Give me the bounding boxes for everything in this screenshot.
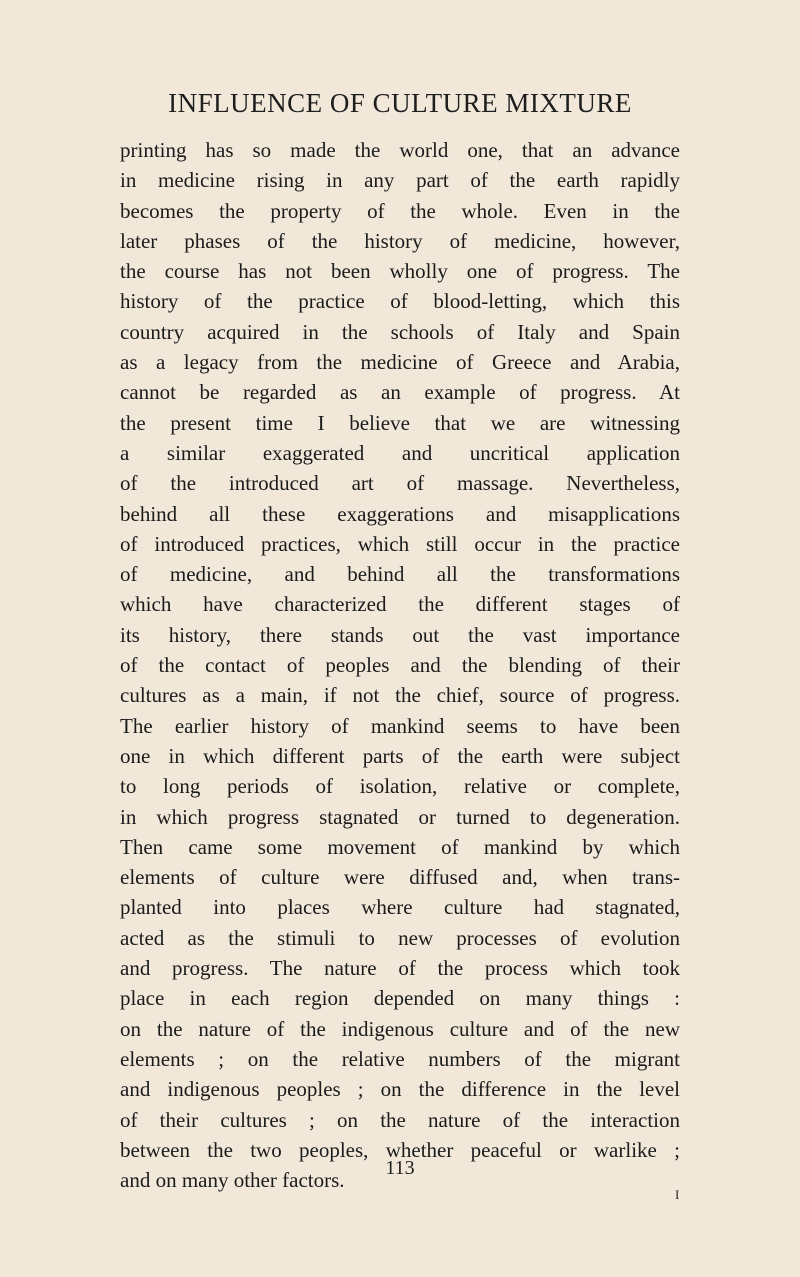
text-line: Then came some movement of mankind by which <box>120 834 680 859</box>
text-line: the present time I believe that we are witnessing <box>120 410 680 435</box>
text-line: elements ; on the relative numbers of the migrant <box>120 1046 680 1071</box>
text-line: place in each region depended on many things : <box>120 986 680 1011</box>
text-line: history of the practice of blood-letting, which this <box>120 289 680 314</box>
text-line: and progress. The nature of the process which took <box>120 956 680 981</box>
body-paragraph <box>120 135 680 1195</box>
text-line: and on many other factors. <box>120 1168 345 1193</box>
text-line: of the introduced art of massage. Nevertheless, <box>120 471 680 496</box>
text-line: acted as the stimuli to new processes of evolution <box>120 925 680 950</box>
text-line: in medicine rising in any part of the earth rapidly <box>120 168 680 193</box>
text-line: planted into places where culture had stagnated, <box>120 895 680 920</box>
running-head: INFLUENCE OF CULTURE MIXTURE <box>168 88 632 118</box>
text-line: printing has so made the world one, that an advance <box>120 138 680 162</box>
text-line: cannot be regarded as an example of progress. At <box>120 380 680 405</box>
text-line: which have characterized the different stages of <box>120 592 680 617</box>
text-line: to long periods of isolation, relative or complete, <box>120 774 680 799</box>
text-line: elements of culture were diffused and, when trans- <box>120 865 680 890</box>
text-line: one in which different parts of the earth were subject <box>120 743 680 768</box>
text-line: of the contact of peoples and the blending of their <box>120 653 680 678</box>
text-line: the course has not been wholly one of progress. The <box>120 259 680 284</box>
page-number: 113 <box>385 1157 415 1179</box>
text-line: later phases of the history of medicine, however, <box>120 228 680 253</box>
text-line: a similar exaggerated and uncritical application <box>120 440 680 465</box>
text-line: becomes the property of the whole. Even in the <box>120 198 680 223</box>
text-line: its history, there stands out the vast importance <box>120 622 680 647</box>
text-line: of medicine, and behind all the transformations <box>120 562 680 587</box>
text-line: The earlier history of mankind seems to have been <box>120 713 680 738</box>
text-line: on the nature of the indigenous culture and of the new <box>120 1016 680 1041</box>
text-line: country acquired in the schools of Italy and Spain <box>120 319 680 344</box>
text-line: in which progress stagnated or turned to degeneration. <box>120 804 680 829</box>
text-line: as a legacy from the medicine of Greece and Arabia, <box>120 350 680 375</box>
text-line: cultures as a main, if not the chief, source of progress. <box>120 683 680 708</box>
text-line: and indigenous peoples ; on the difference in the level <box>120 1077 680 1102</box>
text-line: between the two peoples, whether peaceful or warlike ; <box>120 1137 680 1162</box>
signature-mark: I <box>675 1187 680 1202</box>
text-line: of introduced practices, which still occur in the practice <box>120 531 680 556</box>
text-line: behind all these exaggerations and misapplications <box>120 501 680 526</box>
text-line: of their cultures ; on the nature of the interaction <box>120 1107 680 1132</box>
